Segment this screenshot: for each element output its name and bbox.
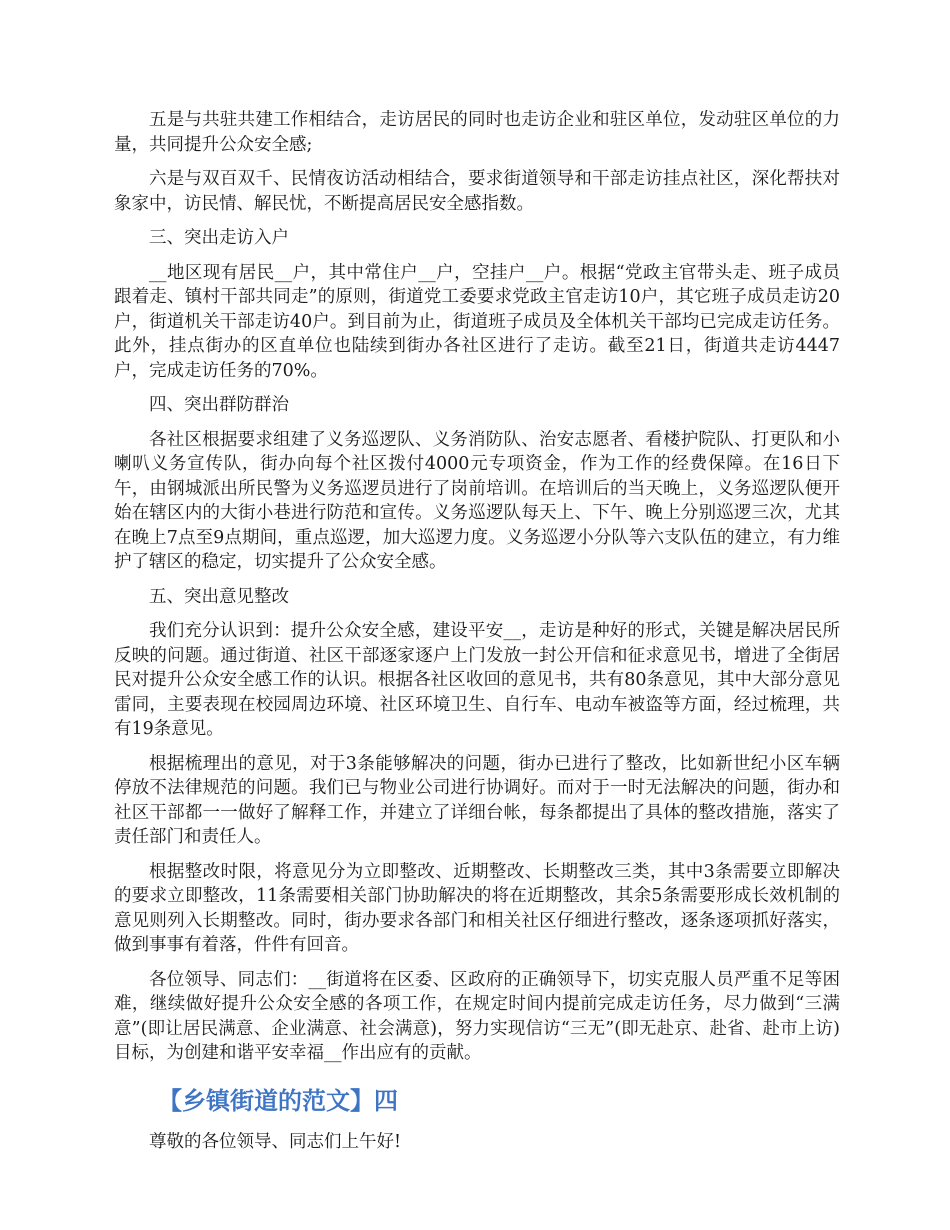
paragraph-opinions: 我们充分认识到：提升公众安全感，建设平安__，走访是种好的形式，关键是解决居民所反映的问题。通过街道、社区干部逐家逐户上门发放一封公开信和征求意见书，增进了全街居民对提升公众安全感工作的认识。根据各社区收回的意见书，共有80条意见，其中大部分意见雷同，主要表现在校园周边环境、社区环境卫生、自行车、电动车被盗等方面，经过梳理，共有19条意见。 bbox=[114, 621, 840, 739]
paragraph-visits: __地区现有居民__户，其中常住户__户，空挂户__户。根据“党政主官带头走、班子成员跟着走、镇村干部共同走”的原则，街道党工委要求党政主官走访10户，其它班子成员走访20户，街道机关干部走访40户。到目前为止，街道班子成员及全体机关干部均已完成走访任务。此外，挂点街办的区直单位也陆续到街办各社区进行了走访。截至21日，街道共走访4447户，完成走访任务的70%。 bbox=[114, 262, 840, 381]
section-heading: 【乡镇街道的范文】四 bbox=[158, 1086, 398, 1115]
document-page bbox=[114, 108, 840, 1164]
section-title-3: 三、突出走访入户 bbox=[149, 228, 289, 248]
paragraph-conclusion: 各位领导、同志们：__街道将在区委、区政府的正确领导下，切实克服人员严重不足等困难，继续做好提升公众安全感的各项工作，在规定时间内提前完成走访任务，尽力做到“三满意”(即让居民满意、企业满意、社会满意)，努力实现信访“三无”(即无赴京、赴省、赴市上访)目标，为创建和谐平安幸福__作出应有的贡献。 bbox=[114, 969, 840, 1063]
greeting: 尊敬的各位领导、同志们上午好! bbox=[149, 1131, 402, 1152]
paragraph-timeline: 根据整改时限，将意见分为立即整改、近期整改、长期整改三类，其中3条需要立即解决的要求立即整改，11条需要相关部门协助解决的将在近期整改，其余5条需要形成长效机制的意见则列入长期整改。同时，街办要求各部门和相关社区仔细进行整改，逐条逐项抓好落实，做到事事有着落，件件有回音。 bbox=[114, 861, 840, 955]
paragraph-patrol: 各社区根据要求组建了义务巡逻队、义务消防队、治安志愿者、看楼护院队、打更队和小喇叭义务宣传队，街办向每个社区拨付4000元专项资金，作为工作的经费保障。在16日下午，由钢城派出所民警为义务巡逻员进行了岗前培训。在培训后的当天晚上，义务巡逻队便开始在辖区内的大街小巷进行防范和宣传。义务巡逻队每天上、下午、晚上分别巡逻三次，尤其在晚上7点至9点期间，重点巡逻，加大巡逻力度。义务巡逻小分队等六支队伍的建立，有力维护了辖区的稳定，切实提升了公众安全感。 bbox=[114, 429, 840, 572]
paragraph-5: 五是与共驻共建工作相结合，走访居民的同时也走访企业和驻区单位，发动驻区单位的力量，共同提升公众安全感; bbox=[114, 110, 840, 155]
section-title-4: 四、突出群防群治 bbox=[149, 395, 289, 415]
paragraph-rectify: 根据梳理出的意见，对于3条能够解决的问题，街办已进行了整改，比如新世纪小区车辆停放不法律规范的问题。我们已与物业公司进行协调好。而对于一时无法解决的问题，街办和社区干部都一一做好了解释工作，并建立了详细台帐，每条都提出了具体的整改措施，落实了责任部门和责任人。 bbox=[114, 753, 840, 847]
section-title-5: 五、突出意见整改 bbox=[149, 586, 289, 607]
paragraph-6: 六是与双百双千、民情夜访活动相结合，要求街道领导和干部走访挂点社区，深化帮扶对象家中，访民情、解民忧，不断提高居民安全感指数。 bbox=[114, 169, 840, 214]
